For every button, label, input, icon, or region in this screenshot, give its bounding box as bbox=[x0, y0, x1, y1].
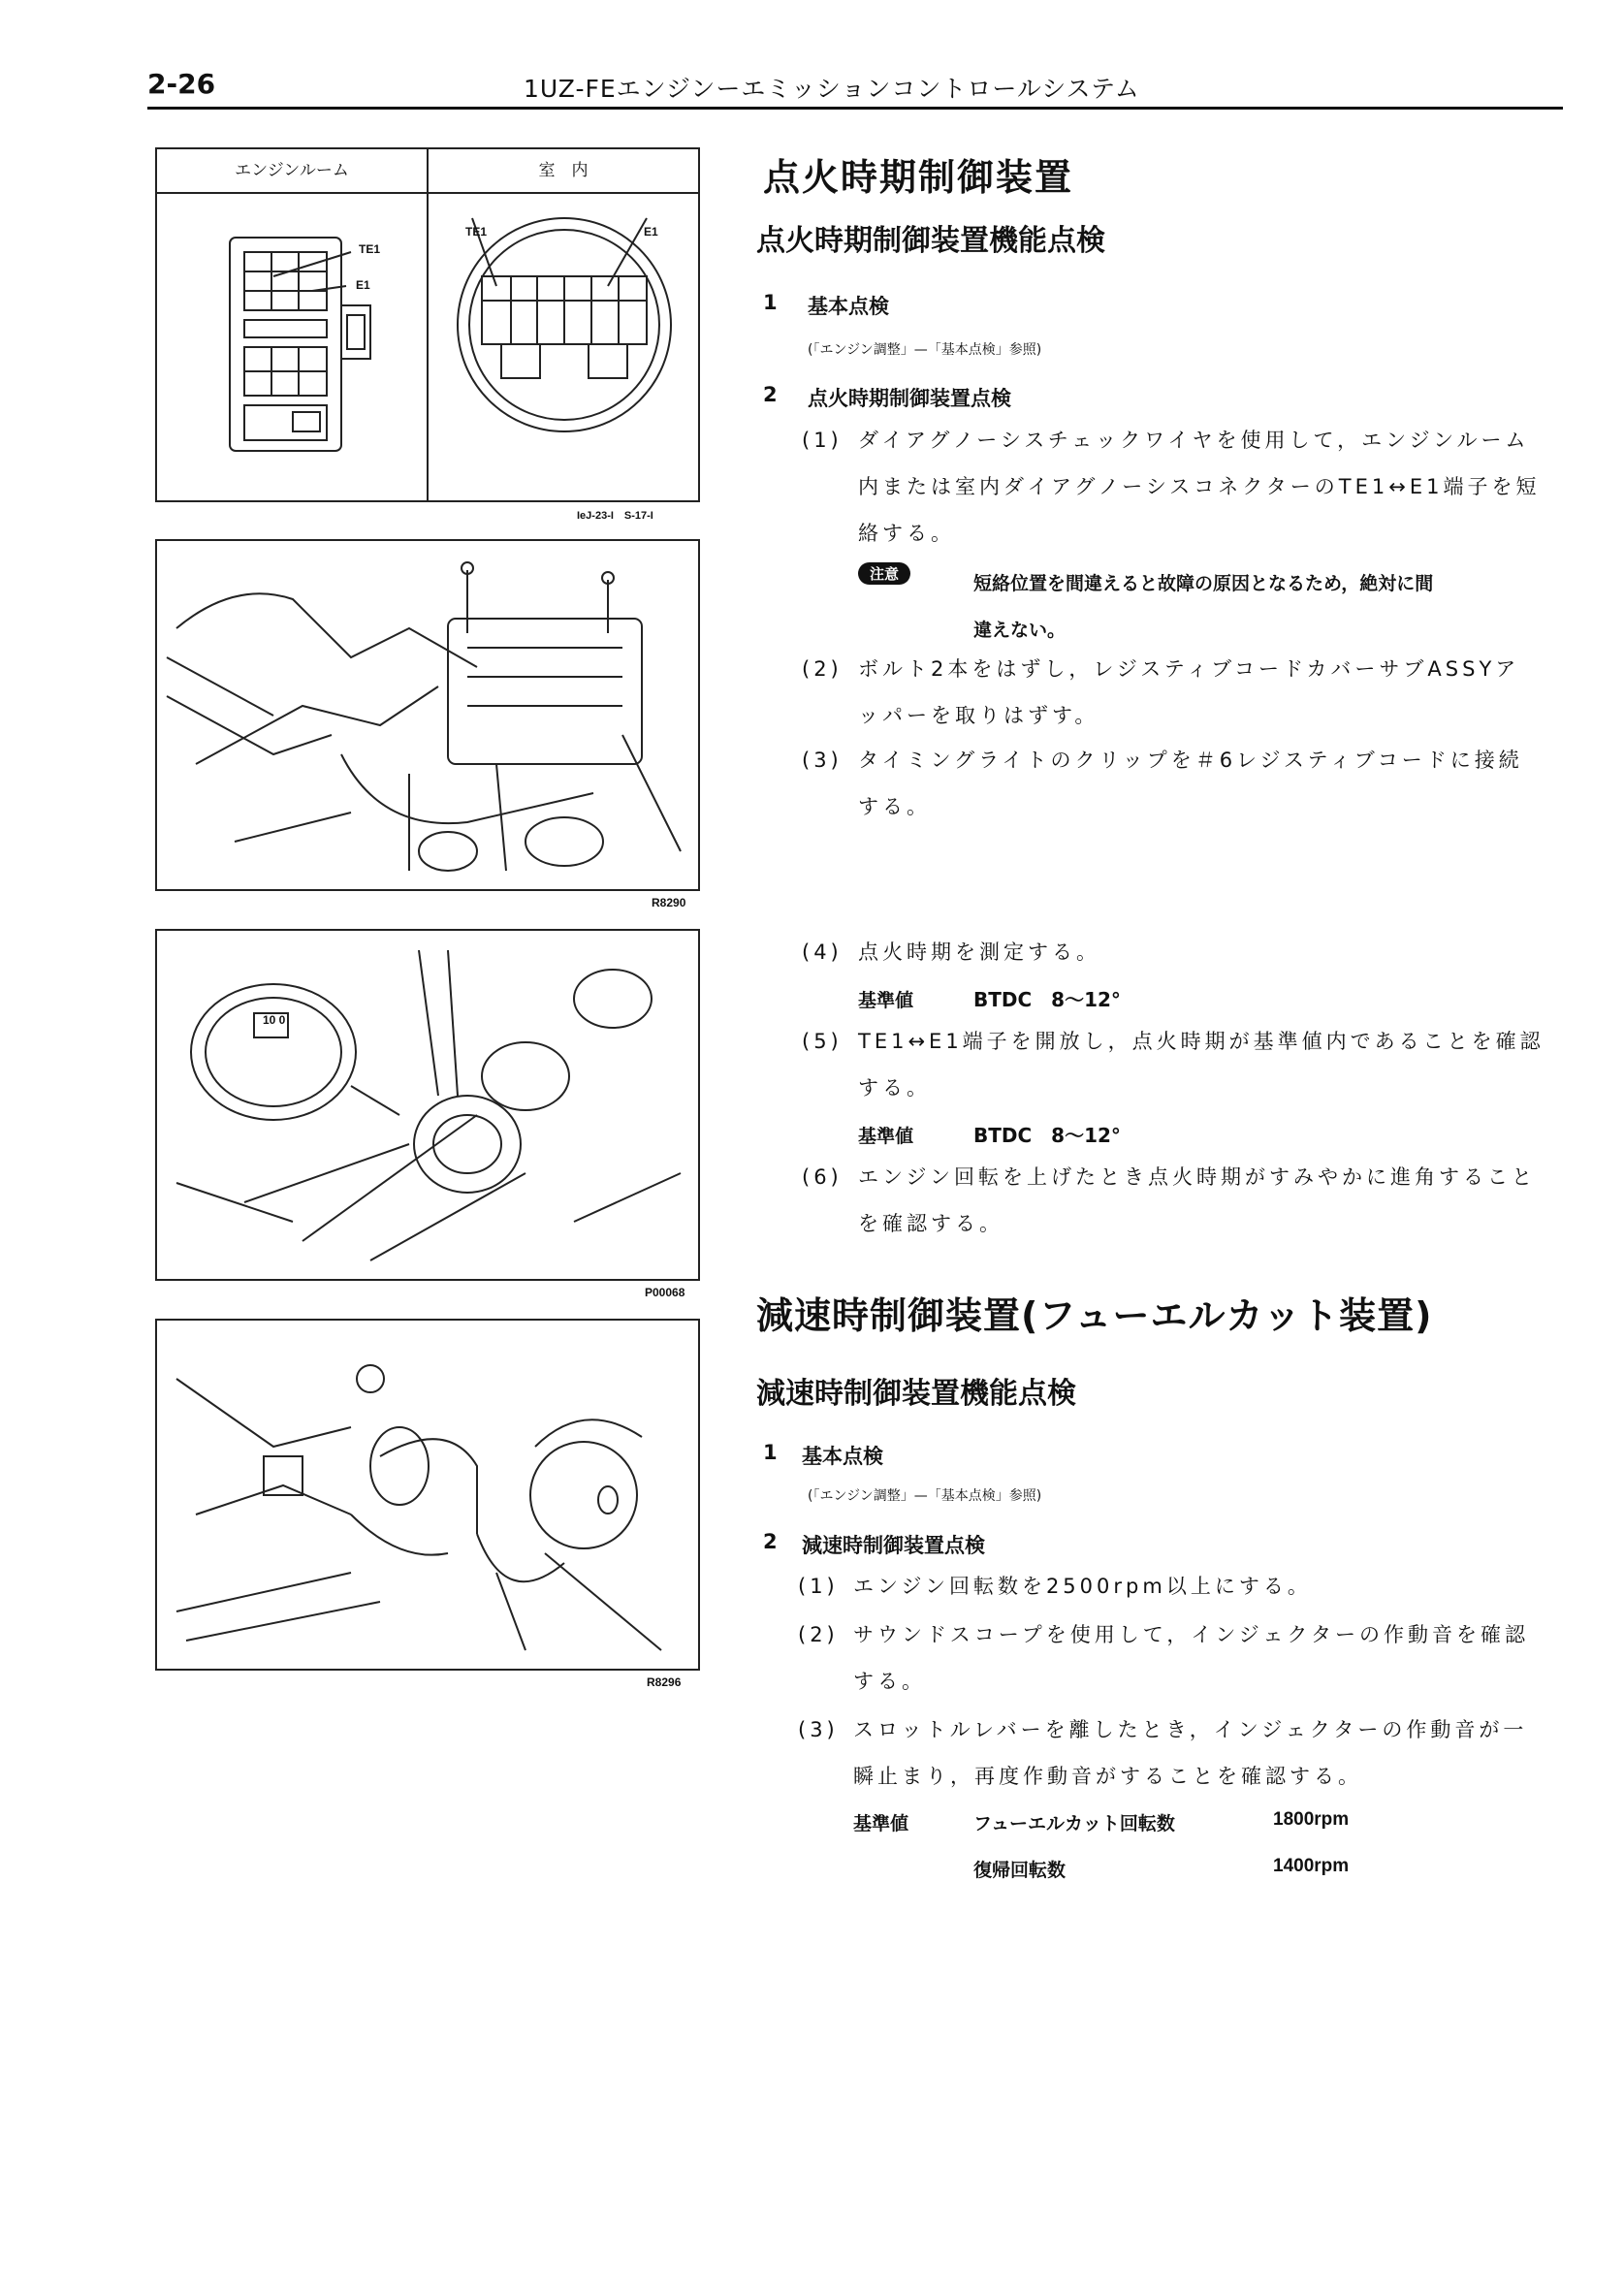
section1-spec2-value: BTDC 8～12° bbox=[973, 1124, 1121, 1147]
section2-substep2-number: (2) bbox=[798, 1623, 839, 1646]
column-engine-room: エンジンルーム bbox=[157, 149, 429, 194]
section2-title: 減速時制御装置(フューエルカット装置) bbox=[756, 1294, 1433, 1337]
figure-connector-locations bbox=[155, 147, 700, 502]
section2-substep3-line1: スロットルレバーを離したとき，インジェクターの作動音が一 bbox=[853, 1718, 1528, 1741]
figure-caption-4: R8296 bbox=[647, 1675, 682, 1689]
caution-line1: 短絡位置を間違えると故障の原因となるため，絶対に間 bbox=[973, 573, 1434, 594]
figure-caption-1: IeJ-23-I S-17-I bbox=[577, 510, 653, 522]
caution-badge: 注意 bbox=[858, 562, 910, 585]
section2-substep1-line1: エンジン回転数を2500rpm以上にする。 bbox=[853, 1575, 1312, 1598]
section1-substep5-number: (5) bbox=[802, 1030, 843, 1053]
section2-spec-row1-value: 1800rpm bbox=[1273, 1809, 1350, 1830]
section2-spec-row2-value: 1400rpm bbox=[1273, 1856, 1350, 1876]
interior-connector-drawing bbox=[429, 194, 698, 500]
section1-subtitle: 点火時期制御装置機能点検 bbox=[756, 224, 1105, 258]
section1-substep5-line1: TE1↔E1端子を開放し，点火時期が基準値内であることを確認 bbox=[858, 1030, 1544, 1053]
figure-timing-light bbox=[155, 929, 700, 1281]
section1-step1-reference: (「エンジン調整」—「基本点検」参照) bbox=[808, 342, 1042, 358]
engine-room-junction-block-drawing bbox=[157, 194, 427, 500]
label-e1-interior: E1 bbox=[644, 225, 658, 239]
section2-substep3-line2: 瞬止まり，再度作動音がすることを確認する。 bbox=[853, 1765, 1362, 1788]
figure-caption-3: P00068 bbox=[645, 1286, 685, 1299]
section1-spec2-label: 基準値 bbox=[858, 1126, 914, 1147]
section1-substep6-line2: を確認する。 bbox=[858, 1212, 1003, 1235]
section1-substep1-line1: ダイアグノーシスチェックワイヤを使用して，エンジンルーム bbox=[858, 429, 1530, 452]
label-te1-interior: TE1 bbox=[465, 225, 488, 239]
section1-substep2-line1: ボルト2本をはずし，レジスティブコードカバーサブASSYア bbox=[858, 657, 1520, 681]
timing-light-drawing bbox=[157, 931, 698, 1279]
section2-spec-label: 基準値 bbox=[853, 1813, 909, 1834]
section1-substep6-line1: エンジン回転を上げたとき点火時期がすみやかに進角すること bbox=[858, 1165, 1536, 1189]
section2-step1-reference: (「エンジン調整」—「基本点検」参照) bbox=[808, 1488, 1042, 1504]
section1-substep4-line1: 点火時期を測定する。 bbox=[858, 941, 1100, 964]
figure-cord-cover-removal bbox=[155, 539, 700, 891]
section2-step1-number: 1 bbox=[763, 1441, 778, 1464]
section1-substep1-number: (1) bbox=[802, 429, 843, 452]
section1-substep4-number: (4) bbox=[802, 941, 843, 964]
column-interior: 室 内 bbox=[429, 149, 698, 194]
section1-substep3-number: (3) bbox=[802, 749, 843, 772]
section1-step1-title: 基本点検 bbox=[808, 295, 889, 318]
timing-scale-label: 10 0 bbox=[263, 1013, 286, 1027]
figure-sound-scope bbox=[155, 1319, 700, 1671]
section1-title: 点火時期制御装置 bbox=[763, 156, 1074, 199]
section1-substep6-number: (6) bbox=[802, 1165, 843, 1189]
section1-substep2-line2: ッパーを取りはずす。 bbox=[858, 704, 1099, 727]
section2-substep2-line1: サウンドスコープを使用して，インジェクターの作動音を確認 bbox=[853, 1623, 1529, 1646]
page-number: 2-26 bbox=[147, 68, 216, 100]
section2-step1-title: 基本点検 bbox=[802, 1445, 883, 1468]
section1-substep3-line2: する。 bbox=[858, 795, 931, 818]
page-header-title: 1UZ-FEエンジンーエミッションコントロールシステム bbox=[524, 75, 1140, 103]
section1-substep5-line2: する。 bbox=[858, 1076, 931, 1100]
section2-substep1-number: (1) bbox=[798, 1575, 839, 1598]
section1-substep1-line2: 内または室内ダイアグノーシスコネクターのTE1↔E1端子を短 bbox=[858, 475, 1541, 498]
section2-subtitle: 減速時制御装置機能点検 bbox=[756, 1377, 1076, 1411]
section1-spec1-label: 基準値 bbox=[858, 990, 914, 1011]
section1-spec1-value: BTDC 8～12° bbox=[973, 988, 1121, 1011]
section2-substep2-line2: する。 bbox=[853, 1670, 926, 1693]
section1-substep3-line1: タイミングライトのクリップを＃6レジスティブコードに接続 bbox=[858, 749, 1523, 772]
section1-step2-title: 点火時期制御装置点検 bbox=[808, 387, 1011, 410]
sound-scope-drawing bbox=[157, 1321, 698, 1669]
section2-spec-row2-name: 復帰回転数 bbox=[973, 1860, 1067, 1881]
section1-substep1-line3: 絡する。 bbox=[858, 522, 955, 545]
header-rule bbox=[147, 107, 1563, 110]
label-te1-engine-room: TE1 bbox=[359, 242, 381, 256]
section1-substep2-number: (2) bbox=[802, 657, 843, 681]
section2-step2-number: 2 bbox=[763, 1530, 778, 1553]
section2-spec-row1-name: フューエルカット回転数 bbox=[973, 1813, 1175, 1834]
label-e1-engine-room: E1 bbox=[356, 278, 370, 292]
section2-step2-title: 減速時制御装置点検 bbox=[802, 1534, 985, 1557]
section1-step1-number: 1 bbox=[763, 291, 778, 314]
section1-step2-number: 2 bbox=[763, 383, 778, 406]
engine-cover-drawing bbox=[157, 541, 698, 889]
section2-substep3-number: (3) bbox=[798, 1718, 839, 1741]
figure-caption-2: R8290 bbox=[652, 896, 686, 909]
caution-line2: 違えない。 bbox=[973, 620, 1067, 641]
